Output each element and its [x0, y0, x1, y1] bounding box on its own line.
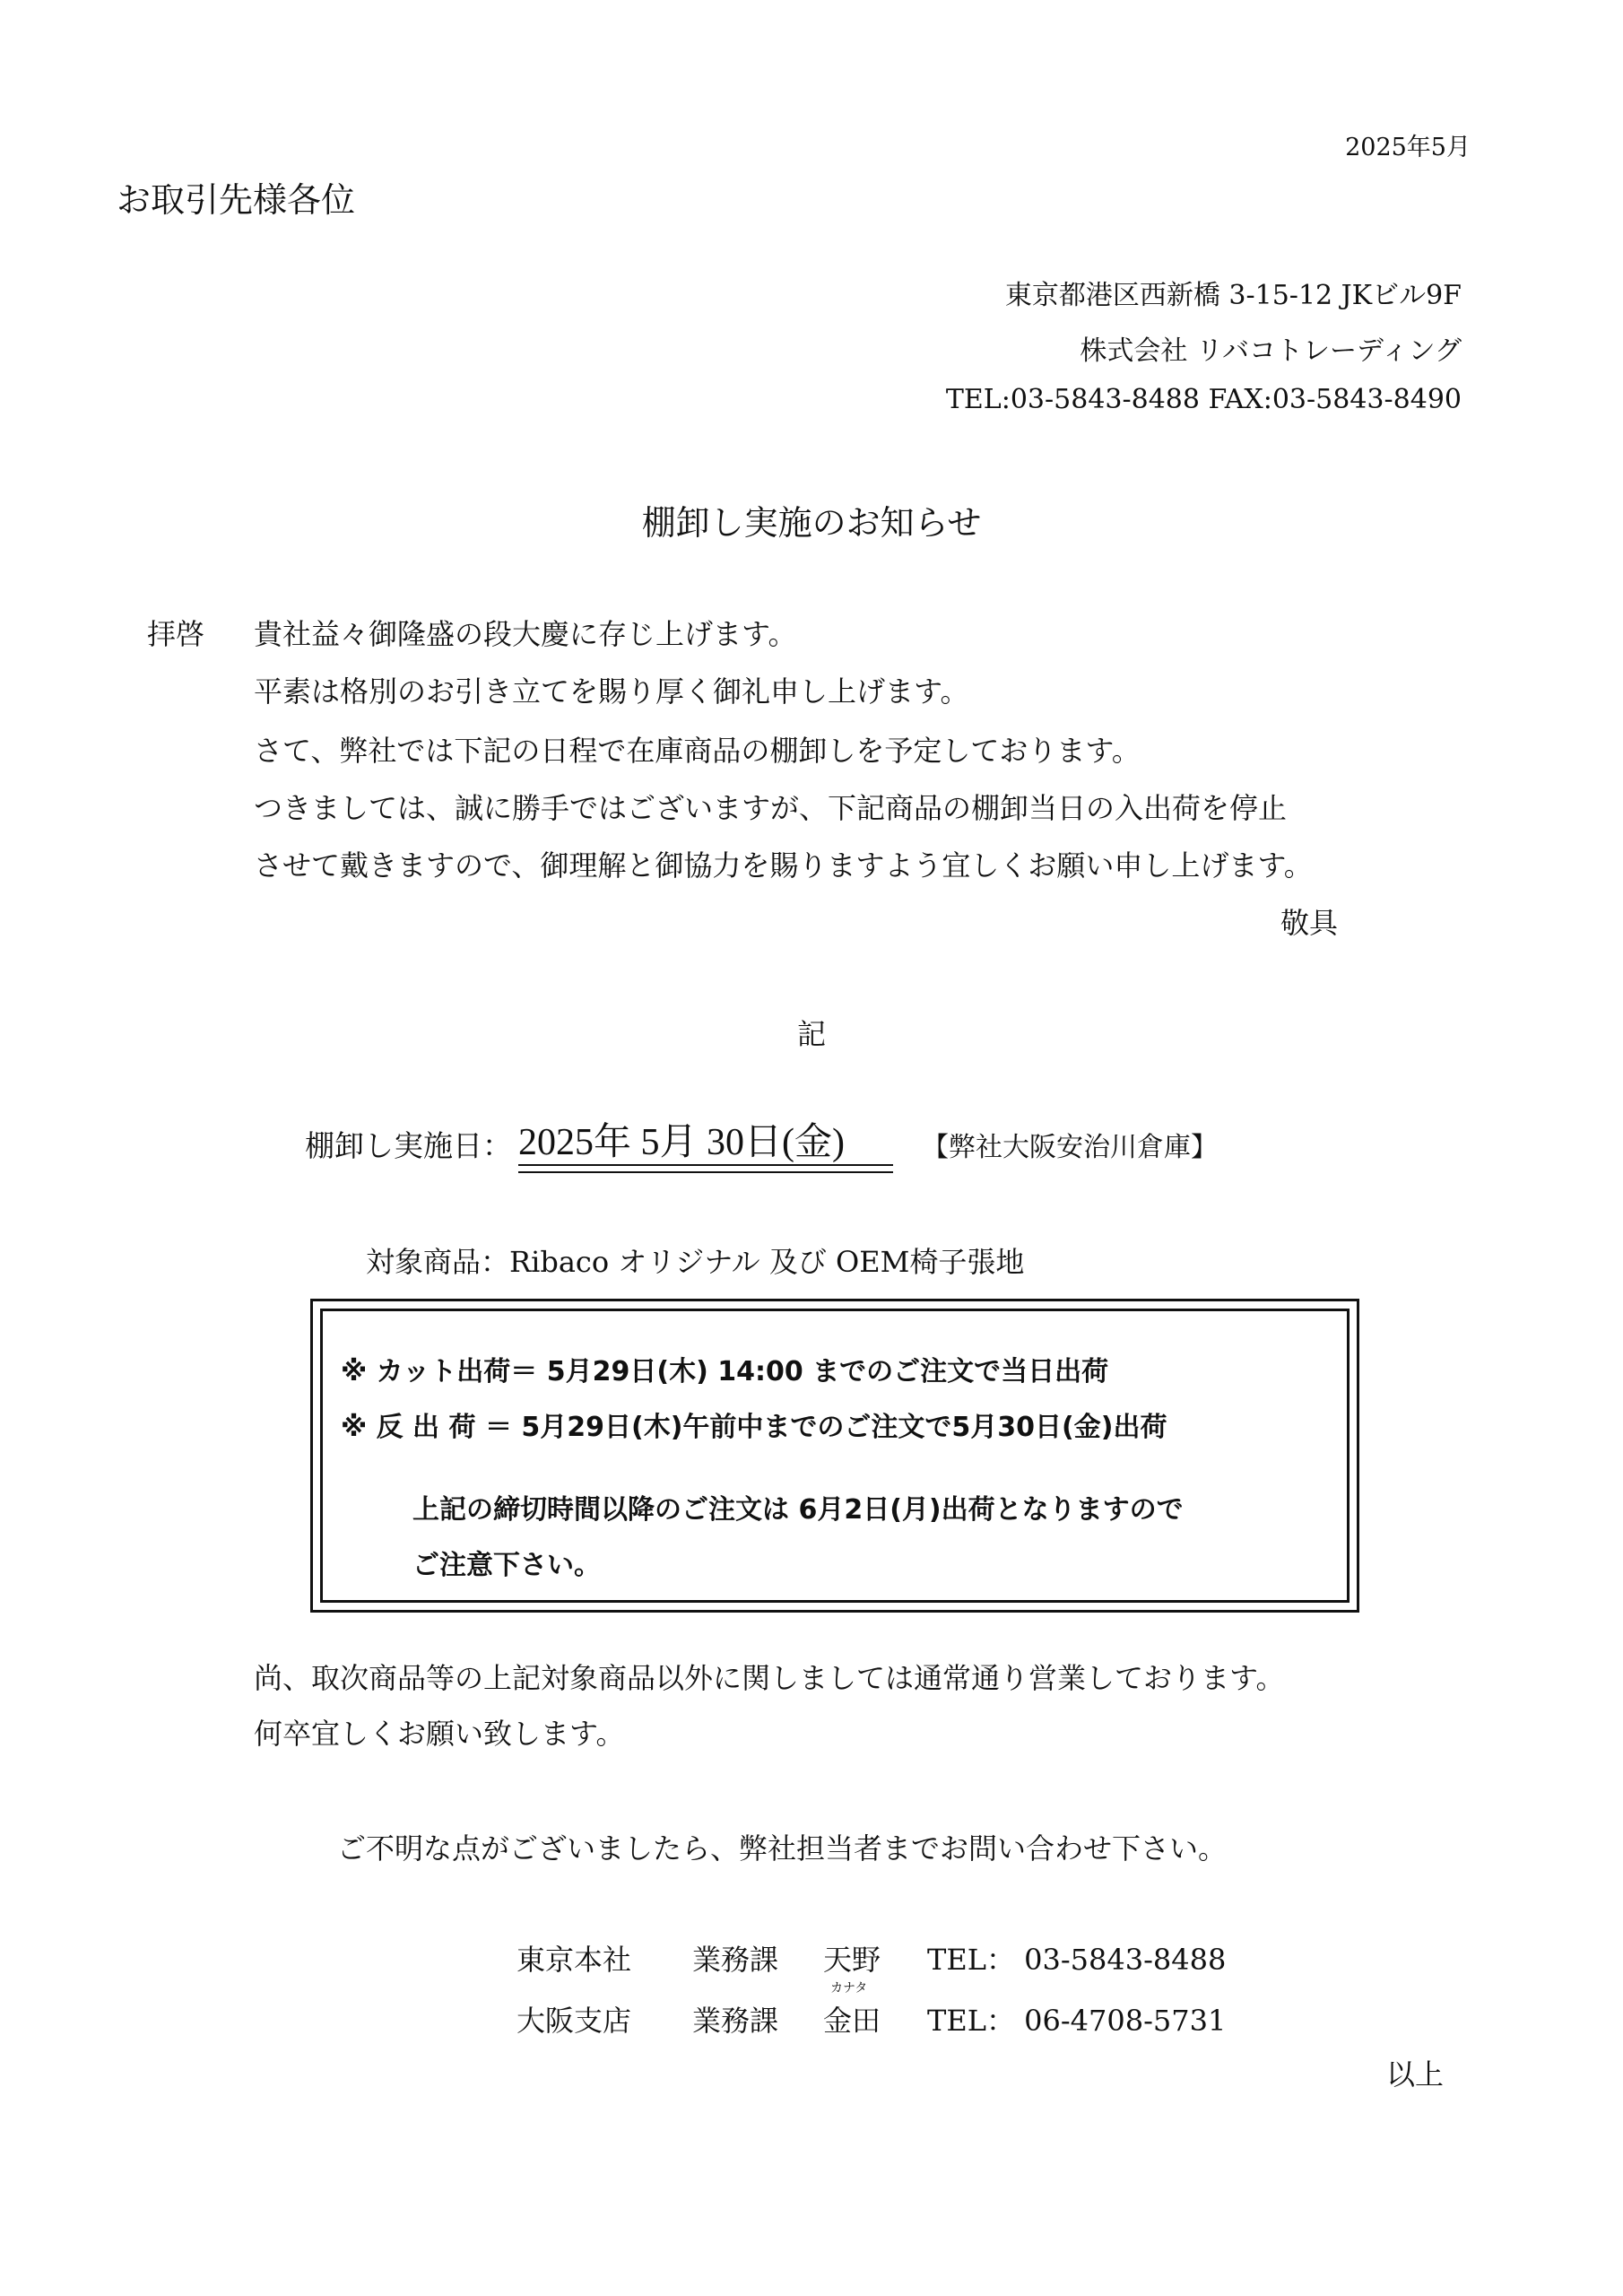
target-products: 対象商品：Ribaco オリジナル 及び OEM椅子張地 [366, 1245, 1025, 1279]
contact-dept: 業務課 [692, 1943, 779, 1977]
letter-closing: 敬具 [1280, 906, 1338, 940]
inventory-date-value: 2025年 5月 30日(金) [518, 1122, 845, 1163]
notice-box-inner [320, 1309, 1350, 1603]
notice-deadline: 上記の締切時間以降のご注文は 6月2日(月)出荷となりますので [412, 1494, 1184, 1526]
request-note: 何卒宜しくお願い致します。 [254, 1717, 625, 1751]
contact-name-ruby: カナタ [830, 1981, 868, 1996]
letter-line: 平素は格別のお引き立てを賜り厚く御礼申し上げます。 [254, 674, 969, 709]
contact-office: 大阪支店 [516, 2004, 632, 2038]
sender-address: 東京都港区西新橋 3-15-12 JKビル9F [1004, 280, 1462, 311]
sender-company: 株式会社 リバコトレーディング [1080, 335, 1462, 367]
contact-tel: TEL： 06-4708-5731 [927, 2004, 1227, 2038]
contact-tel: TEL： 03-5843-8488 [927, 1943, 1227, 1977]
notice-caution: ご注意下さい。 [412, 1550, 601, 1581]
notice-box [310, 1299, 1359, 1613]
notice-cut-shipping: ※ カット出荷＝ 5月29日(木) 14:00 までのご注文で当日出荷 [341, 1356, 1109, 1387]
other-products-note: 尚、取次商品等の上記対象商品以外に関しましては通常通り営業しております。 [254, 1661, 1285, 1695]
inventory-date-label: 棚卸し実施日： [305, 1128, 512, 1163]
recipient: お取引先様各位 [117, 180, 356, 220]
notice-roll-shipping: ※ 反 出 荷 ＝ 5月29日(木)午前中までのご注文で5月30日(金)出荷 [341, 1412, 1167, 1443]
document-ending: 以上 [1385, 2057, 1444, 2092]
date-double-underline [518, 1164, 893, 1173]
inquiry-note: ご不明な点がございましたら、弊社担当者までお問い合わせ下さい。 [337, 1831, 1228, 1866]
letter-opening: 拝啓 [147, 617, 205, 651]
letter-line: つきましては、誠に勝手ではございますが、下記商品の棚卸当日の入出荷を停止 [254, 791, 1288, 825]
contact-dept: 業務課 [692, 2004, 779, 2038]
contact-name: 金田 [823, 2004, 881, 2038]
document-title: 棚卸し実施のお知らせ [641, 503, 982, 543]
letter-line: さて、弊社では下記の日程で在庫商品の棚卸しを予定しております。 [254, 734, 1141, 768]
contact-office: 東京本社 [516, 1943, 632, 1977]
ki-heading: 記 [796, 1017, 826, 1051]
letter-line: させて戴きますので、御理解と御協力を賜りますよう宜しくお願い申し上げます。 [254, 848, 1313, 883]
sender-contact: TEL:03-5843-8488 FAX:03-5843-8490 [945, 384, 1462, 415]
contact-name: 天野 [823, 1943, 881, 1977]
letter-line: 貴社益々御隆盛の段大慶に存じ上げます。 [254, 617, 797, 651]
document-date: 2025年5月 [1345, 134, 1471, 161]
warehouse-name: 【弊社大阪安治川倉庫】 [922, 1132, 1218, 1163]
